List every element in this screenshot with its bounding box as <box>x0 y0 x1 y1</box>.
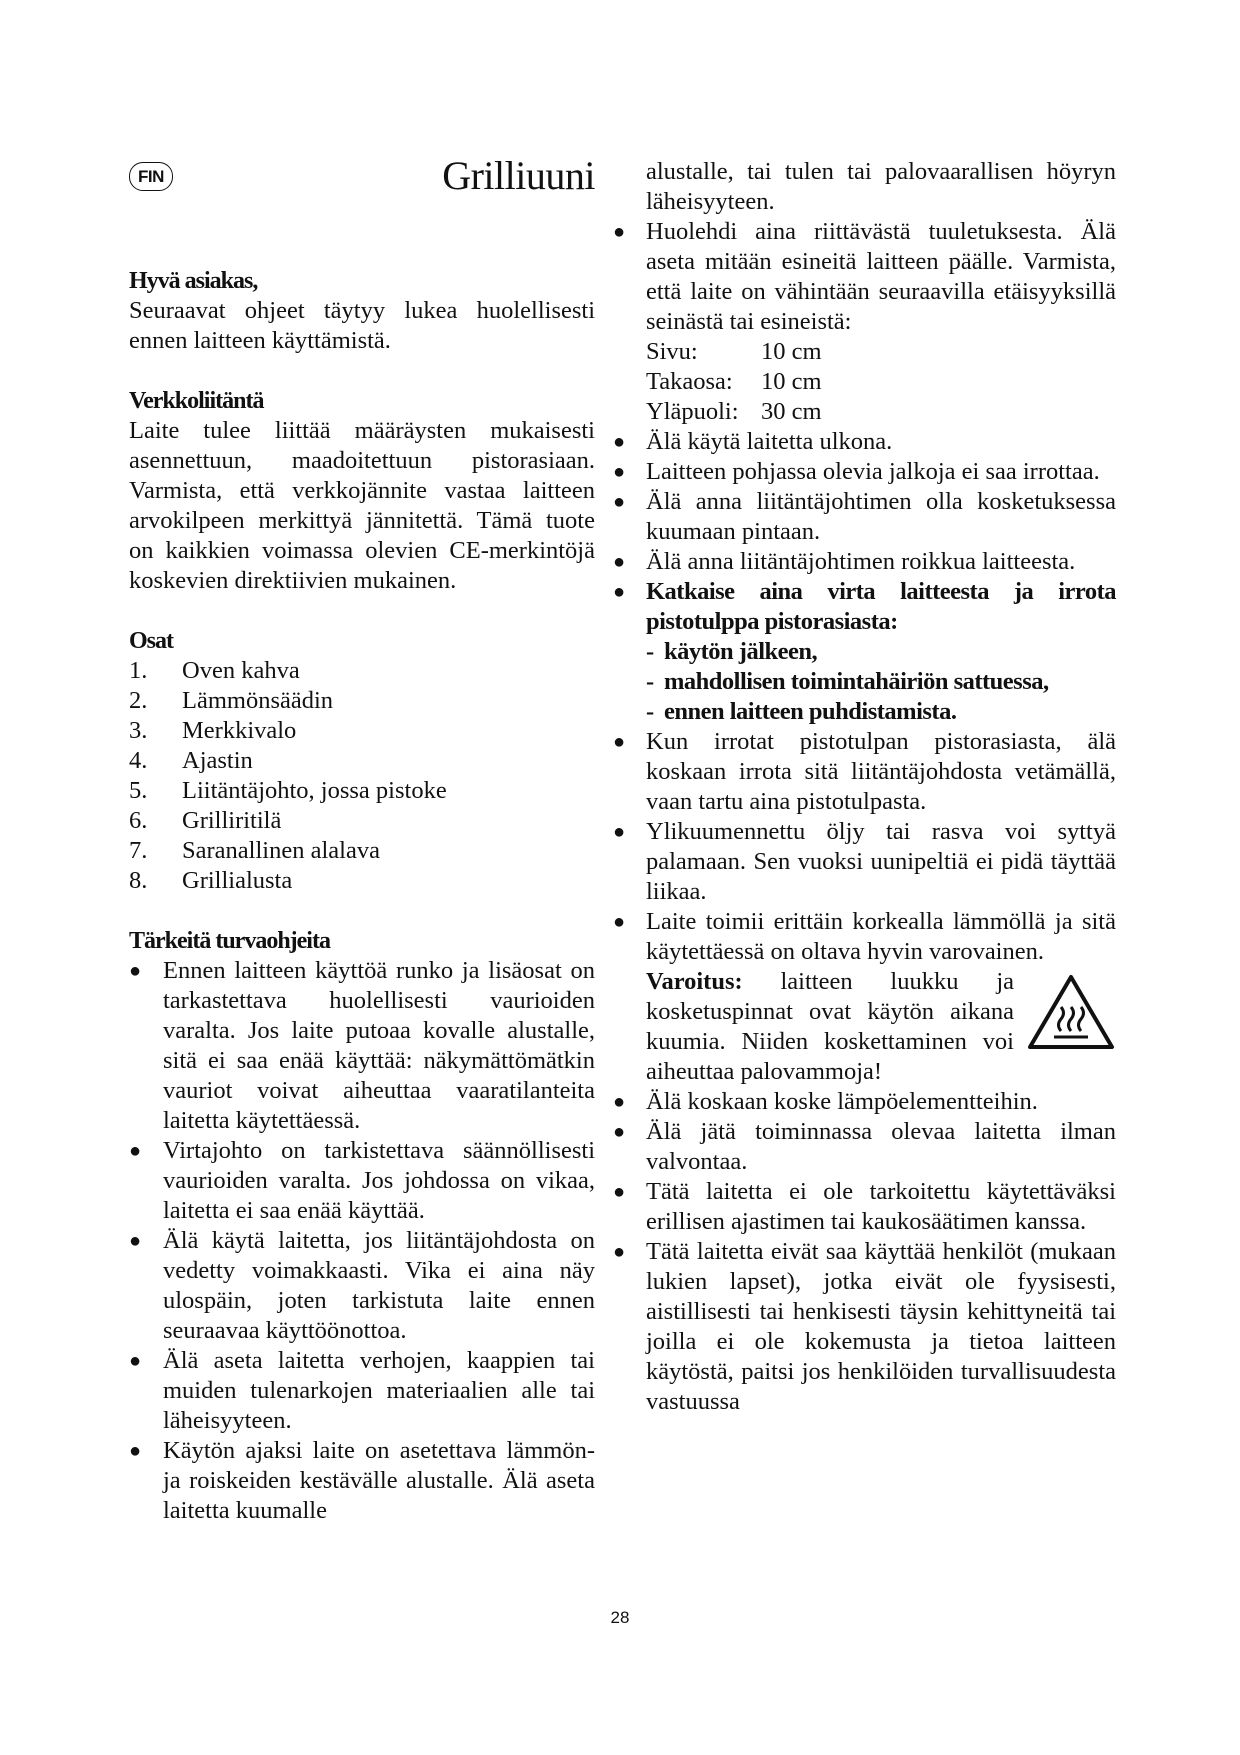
list-item: 2. Lämmönsäädin <box>129 687 334 714</box>
safety-item: ● Laitteen pohjassa olevia jalkoja ei saa irrottaa. <box>613 457 1116 487</box>
unplug-subitem: - ennen laitteen puhdistamista. <box>646 698 957 725</box>
list-item: 6. Grilliritilä <box>129 807 282 834</box>
warning-text: Varoitus: laitteen luukku ja kosketuspinnat ovat käytön aikana kuumia. Niiden koskettaminen voi aiheuttaa palovammoja! <box>646 968 1014 1085</box>
hot-surface-warning-icon <box>1026 973 1116 1051</box>
high-temp-text: ● Laite toimii erittäin korkealla lämmöllä ja sitä käytettäessä on oltava hyvin varovainen. <box>646 908 1116 965</box>
safety-item-ventilation <box>613 217 1116 427</box>
safety-item: ● Älä anna liitäntäjohtimen olla kosketuksessa kuumaan pintaan. <box>613 487 1116 547</box>
unplug-subitem: - mahdollisen toimintahäiriön sattuessa, <box>646 668 1049 695</box>
list-item: 3. Merkkivalo <box>129 717 297 744</box>
continuation-text: alustalle, tai tulen tai palovaarallisen höyryn läheisyyteen. <box>646 158 1116 215</box>
safety-item-high-temp <box>613 907 1116 1087</box>
warning-label: Varoitus: <box>646 968 743 995</box>
unplug-text: ● Katkaise aina virta laitteesta ja irrota pistotulppa pistorasiasta: <box>646 578 1116 635</box>
safety-item: ● Älä aseta laitetta verhojen, kaappien tai muiden tulenarkojen materiaalien alle tai läheisyyteen. <box>129 1346 595 1436</box>
mains-heading: Verkkoliitäntä <box>129 388 264 414</box>
safety-item: ● Älä käytä laitetta, jos liitäntäjohdosta on vedetty voimakkaasti. Vika ei aina näy ulospäin, joten tarkistuta laite ennen seuraavaa käyttöönottoa. <box>129 1226 595 1346</box>
list-item: 5. Liitäntäjohto, jossa pistoke <box>129 777 447 804</box>
safety-item: ● Käytön ajaksi laite on asetettava lämmön- ja roiskeiden kestävälle alustalle. Älä aseta laitetta kuumalle <box>129 1436 595 1526</box>
mains-text: Laite tulee liittää määräysten mukaisesti asennettuun, maadoitettuun pistorasiaan. Varmista, että verkkojännite vastaa laitteen arvokilpeen merkittyä jännitettä. Tämä tuote on kaikkien voimassa olevien CE-merkintöjä koskevien direktiivien mukainen. <box>129 417 595 594</box>
distance-label: Takaosa: <box>646 368 733 395</box>
list-item: 7. Saranallinen alalava <box>129 837 380 864</box>
intro-heading: Hyvä asiakas, <box>129 268 258 294</box>
intro-text: Seuraavat ohjeet täytyy lukea huolellisesti ennen laitteen käyttämistä. <box>129 297 595 354</box>
list-item: 8. Grillialusta <box>129 867 293 894</box>
safety-item-unplug <box>613 577 1116 727</box>
safety-item: ● Virtajohto on tarkistettava säännöllisesti vaurioiden varalta. Jos johdossa on vikaa, laitetta ei saa enää käyttää. <box>129 1136 595 1226</box>
safety-list-left <box>129 956 595 1526</box>
safety-item: ● Ennen laitteen käyttöä runko ja lisäosat on tarkastettava huolellisesti vaurioiden varalta. Jos laite putoaa kovalle alustalle, sitä ei saa enää käyttää: näkymättömätkin vauriot voivat aiheuttaa vaaratilanteita laitetta käytettäessä. <box>129 956 595 1136</box>
distance-label: Sivu: <box>646 338 698 365</box>
safety-item: ● Älä anna liitäntäjohtimen roikkua laitteesta. <box>613 547 1116 577</box>
page-header <box>129 150 595 206</box>
page-number: 28 <box>610 1608 630 1627</box>
safety-item: ● Tätä laitetta ei ole tarkoitettu käytettäväksi erillisen ajastimen tai kaukosäätimen kanssa. <box>613 1177 1116 1237</box>
safety-item: ● Älä käytä laitetta ulkona. <box>613 427 1116 457</box>
distance-value: 10 cm <box>761 368 822 395</box>
unplug-subitem: - käytön jälkeen, <box>646 638 818 665</box>
safety-item: ● Älä jätä toiminnassa olevaa laitetta ilman valvontaa. <box>613 1117 1116 1177</box>
right-column <box>646 157 1116 1417</box>
distance-table <box>646 337 1116 427</box>
safety-item: ● Kun irrotat pistotulpan pistorasiasta, älä koskaan irrota sitä liitäntäjohdosta vetämällä, vaan tartu aina pistotulpasta. <box>613 727 1116 817</box>
safety-item: ● Älä koskaan koske lämpöelementteihin. <box>613 1087 1116 1117</box>
distance-value: 30 cm <box>761 398 822 425</box>
parts-heading: Osat <box>129 628 173 654</box>
list-item: 1. Oven kahva <box>129 657 300 684</box>
ventilation-text: ● Huolehdi aina riittävästä tuuletuksesta. Älä aseta mitään esineitä laitteen päälle. Varmista, että laite on vähintään seuraavilla etäisyyksillä seinästä tai esineistä: <box>646 218 1116 335</box>
distance-value: 10 cm <box>761 338 822 365</box>
parts-list <box>129 656 595 896</box>
left-column <box>129 150 595 1526</box>
safety-heading: Tärkeitä turvaohjeita <box>129 928 330 954</box>
page-title: Grilliuuni <box>442 153 595 198</box>
list-item: 4. Ajastin <box>129 747 253 774</box>
safety-item: ● Tätä laitetta eivät saa käyttää henkilöt (mukaan lukien lapset), jotka eivät ole fyysisesti, aistillisesti tai henkisesti täysin kehittyneitä tai joilla ei ole kokemusta ja tietoa laitteen käytöstä, paitsi jos henkilöiden turvallisuudesta vastuussa <box>613 1237 1116 1417</box>
safety-item: ● Ylikuumennettu öljy tai rasva voi syttyä palamaan. Sen vuoksi uunipeltiä ei pidä täyttää liikaa. <box>613 817 1116 907</box>
language-badge: FIN <box>129 162 173 191</box>
warning-block <box>646 967 1116 1087</box>
safety-list-right <box>646 217 1116 1417</box>
distance-label: Yläpuoli: <box>646 398 739 425</box>
